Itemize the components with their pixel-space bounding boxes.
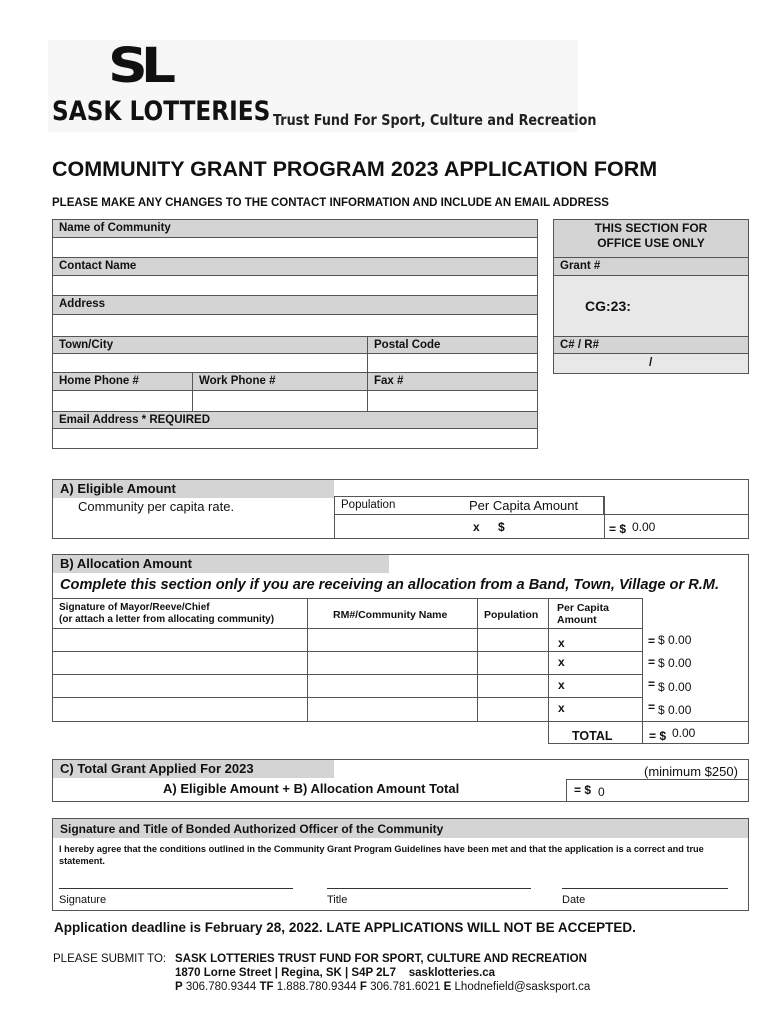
b-row-2-signature-field[interactable] bbox=[53, 675, 307, 697]
fax-prefix: F bbox=[359, 981, 367, 993]
home-phone-field[interactable] bbox=[53, 390, 192, 411]
fax-field[interactable] bbox=[367, 390, 537, 411]
title-field[interactable] bbox=[327, 870, 531, 889]
total-label: TOTAL bbox=[572, 729, 613, 743]
signature-mayor-header-line1: Signature of Mayor/Reeve/Chief bbox=[59, 602, 210, 613]
b-row-0-multiply: x bbox=[558, 636, 565, 650]
page-title: COMMUNITY GRANT PROGRAM 2023 APPLICATION FORM bbox=[52, 157, 658, 181]
per-capita-field[interactable] bbox=[510, 515, 602, 538]
rm-community-header: RM#/Community Name bbox=[333, 609, 448, 621]
signature-label: Signature bbox=[59, 894, 107, 906]
contact-name-label: Contact Name bbox=[53, 257, 537, 275]
submit-address: 1870 Lorne Street | Regina, SK | S4P 2L7 bbox=[175, 967, 396, 979]
date-field[interactable] bbox=[562, 870, 728, 889]
name-of-community-field[interactable] bbox=[53, 237, 537, 257]
signature-mayor-header-line2: (or attach a letter from allocating community) bbox=[59, 614, 275, 625]
section-b-title: B) Allocation Amount bbox=[60, 556, 192, 571]
b-row-1-population-field[interactable] bbox=[478, 652, 548, 674]
b-row-3-rm-field[interactable] bbox=[308, 698, 477, 721]
b-row-1-value[interactable]: $ 0.00 bbox=[658, 656, 692, 670]
section-c-formula: A) Eligible Amount + B) Allocation Amount Total bbox=[163, 781, 460, 796]
dollar-sign: $ bbox=[498, 520, 505, 534]
signature-field[interactable] bbox=[59, 870, 293, 889]
submit-tollfree: 1.888.780.9344 bbox=[276, 981, 357, 993]
b-row-0-equals: = bbox=[648, 634, 656, 648]
phone-prefix: P bbox=[175, 981, 183, 993]
section-a-description: Community per capita rate. bbox=[78, 499, 235, 514]
postal-code-field[interactable] bbox=[367, 353, 537, 372]
cr-number-label: C# / R# bbox=[554, 336, 748, 353]
b-row-3-signature-field[interactable] bbox=[53, 698, 307, 721]
b-row-0-population-field[interactable] bbox=[478, 629, 548, 651]
office-use-header-text: THIS SECTION FOR OFFICE USE ONLY bbox=[594, 221, 708, 250]
cr-number-value: / bbox=[649, 355, 653, 369]
submit-email[interactable]: Lhodnefield@sasksport.ca bbox=[454, 981, 591, 993]
multiply-sign: x bbox=[473, 520, 480, 534]
grant-total-box bbox=[566, 779, 749, 802]
section-a-col-divider bbox=[604, 496, 605, 539]
deadline-notice: Application deadline is February 28, 2022. LATE APPLICATIONS WILL NOT BE ACCEPTED. bbox=[54, 920, 636, 935]
contact-name-field[interactable] bbox=[53, 275, 537, 295]
grant-number-label: Grant # bbox=[554, 257, 748, 275]
b-row-1-multiply: x bbox=[558, 655, 565, 669]
logo-org-name: SASK LOTTERIES bbox=[52, 96, 271, 127]
population-label: Population bbox=[341, 499, 396, 511]
b-row-3-population-field[interactable] bbox=[478, 698, 548, 721]
home-phone-label: Home Phone # bbox=[53, 372, 192, 390]
grant-number-field[interactable] bbox=[554, 275, 748, 336]
grant-number-value: CG:23: bbox=[585, 298, 631, 314]
b-row-2-rm-field[interactable] bbox=[308, 675, 477, 697]
submit-label: PLEASE SUBMIT TO: bbox=[53, 953, 167, 965]
email-field[interactable] bbox=[53, 428, 537, 448]
work-phone-field[interactable] bbox=[192, 390, 367, 411]
b-row-2-population-field[interactable] bbox=[478, 675, 548, 697]
total-value[interactable]: 0.00 bbox=[672, 726, 696, 740]
b-row-2-equals: = bbox=[648, 677, 656, 691]
eligible-equals: = $ bbox=[609, 522, 627, 536]
submit-website[interactable]: sasklotteries.ca bbox=[408, 967, 496, 979]
town-city-field[interactable] bbox=[53, 353, 367, 372]
population-field[interactable] bbox=[335, 515, 465, 538]
address-label: Address bbox=[53, 295, 537, 314]
name-of-community-label: Name of Community bbox=[53, 220, 537, 237]
total-col-divider bbox=[642, 721, 643, 744]
tollfree-prefix: TF bbox=[259, 981, 274, 993]
submit-contact-line bbox=[175, 981, 590, 993]
address-field[interactable] bbox=[53, 314, 537, 336]
b-row-3-equals: = bbox=[648, 700, 656, 714]
per-capita-header bbox=[557, 602, 609, 626]
submit-org: SASK LOTTERIES TRUST FUND FOR SPORT, CULTURE AND RECREATION bbox=[175, 953, 587, 965]
submit-address-line bbox=[175, 967, 495, 979]
per-capita-header-line2: Amount bbox=[557, 614, 597, 626]
email-prefix: E bbox=[443, 981, 452, 993]
per-capita-header-line1: Per Capita bbox=[557, 602, 609, 614]
eligible-amount-value[interactable]: 0.00 bbox=[632, 520, 656, 534]
fax-label: Fax # bbox=[367, 372, 537, 390]
b-row-2-multiply: x bbox=[558, 678, 565, 692]
b-row-1-equals: = bbox=[648, 655, 656, 669]
section-c-title: C) Total Grant Applied For 2023 bbox=[60, 761, 254, 776]
b-row-0-value[interactable]: $ 0.00 bbox=[658, 633, 692, 647]
grant-total-value[interactable]: 0 bbox=[598, 785, 605, 799]
grant-total-equals: = $ bbox=[574, 783, 592, 797]
date-label: Date bbox=[562, 894, 586, 906]
b-row-2-value[interactable]: $ 0.00 bbox=[658, 680, 692, 694]
per-capita-amount-label: Per Capita Amount bbox=[469, 498, 579, 513]
minimum-note: (minimum $250) bbox=[644, 764, 738, 779]
submit-fax: 306.781.6021 bbox=[370, 981, 441, 993]
email-label: Email Address * REQUIRED bbox=[53, 411, 537, 428]
title-label: Title bbox=[327, 894, 348, 906]
postal-code-label: Postal Code bbox=[367, 336, 537, 353]
total-equals: = $ bbox=[649, 729, 667, 743]
section-b-instruction: Complete this section only if you are receiving an allocation from a Band, Town, Village or R.M. bbox=[60, 577, 719, 593]
section-a-title: A) Eligible Amount bbox=[60, 481, 176, 496]
population-header: Population bbox=[484, 609, 539, 621]
signature-mayor-header bbox=[59, 602, 274, 626]
b-row-3-multiply: x bbox=[558, 701, 565, 715]
submit-phone: 306.780.9344 bbox=[185, 981, 257, 993]
logo-tagline: Trust Fund For Sport, Culture and Recreation bbox=[273, 111, 597, 129]
signature-title: Signature and Title of Bonded Authorized Officer of the Community bbox=[60, 822, 444, 836]
form-instruction: PLEASE MAKE ANY CHANGES TO THE CONTACT INFORMATION AND INCLUDE AN EMAIL ADDRESS bbox=[52, 197, 609, 209]
b-row-1-signature-field[interactable] bbox=[53, 652, 307, 674]
b-row-1-rm-field[interactable] bbox=[308, 652, 477, 674]
b-col-divider-4 bbox=[642, 598, 643, 722]
town-city-label: Town/City bbox=[53, 336, 367, 353]
b-row-0-rm-field[interactable] bbox=[308, 629, 477, 651]
logo-mark: SL bbox=[108, 38, 170, 94]
b-row-0-signature-field[interactable] bbox=[53, 629, 307, 651]
work-phone-label: Work Phone # bbox=[192, 372, 367, 390]
b-row-3-value[interactable]: $ 0.00 bbox=[658, 703, 692, 717]
signature-agreement: I hereby agree that the conditions outlined in the Community Grant Program Guidelines have been met and that the application is a correct and true statement. bbox=[59, 844, 704, 866]
